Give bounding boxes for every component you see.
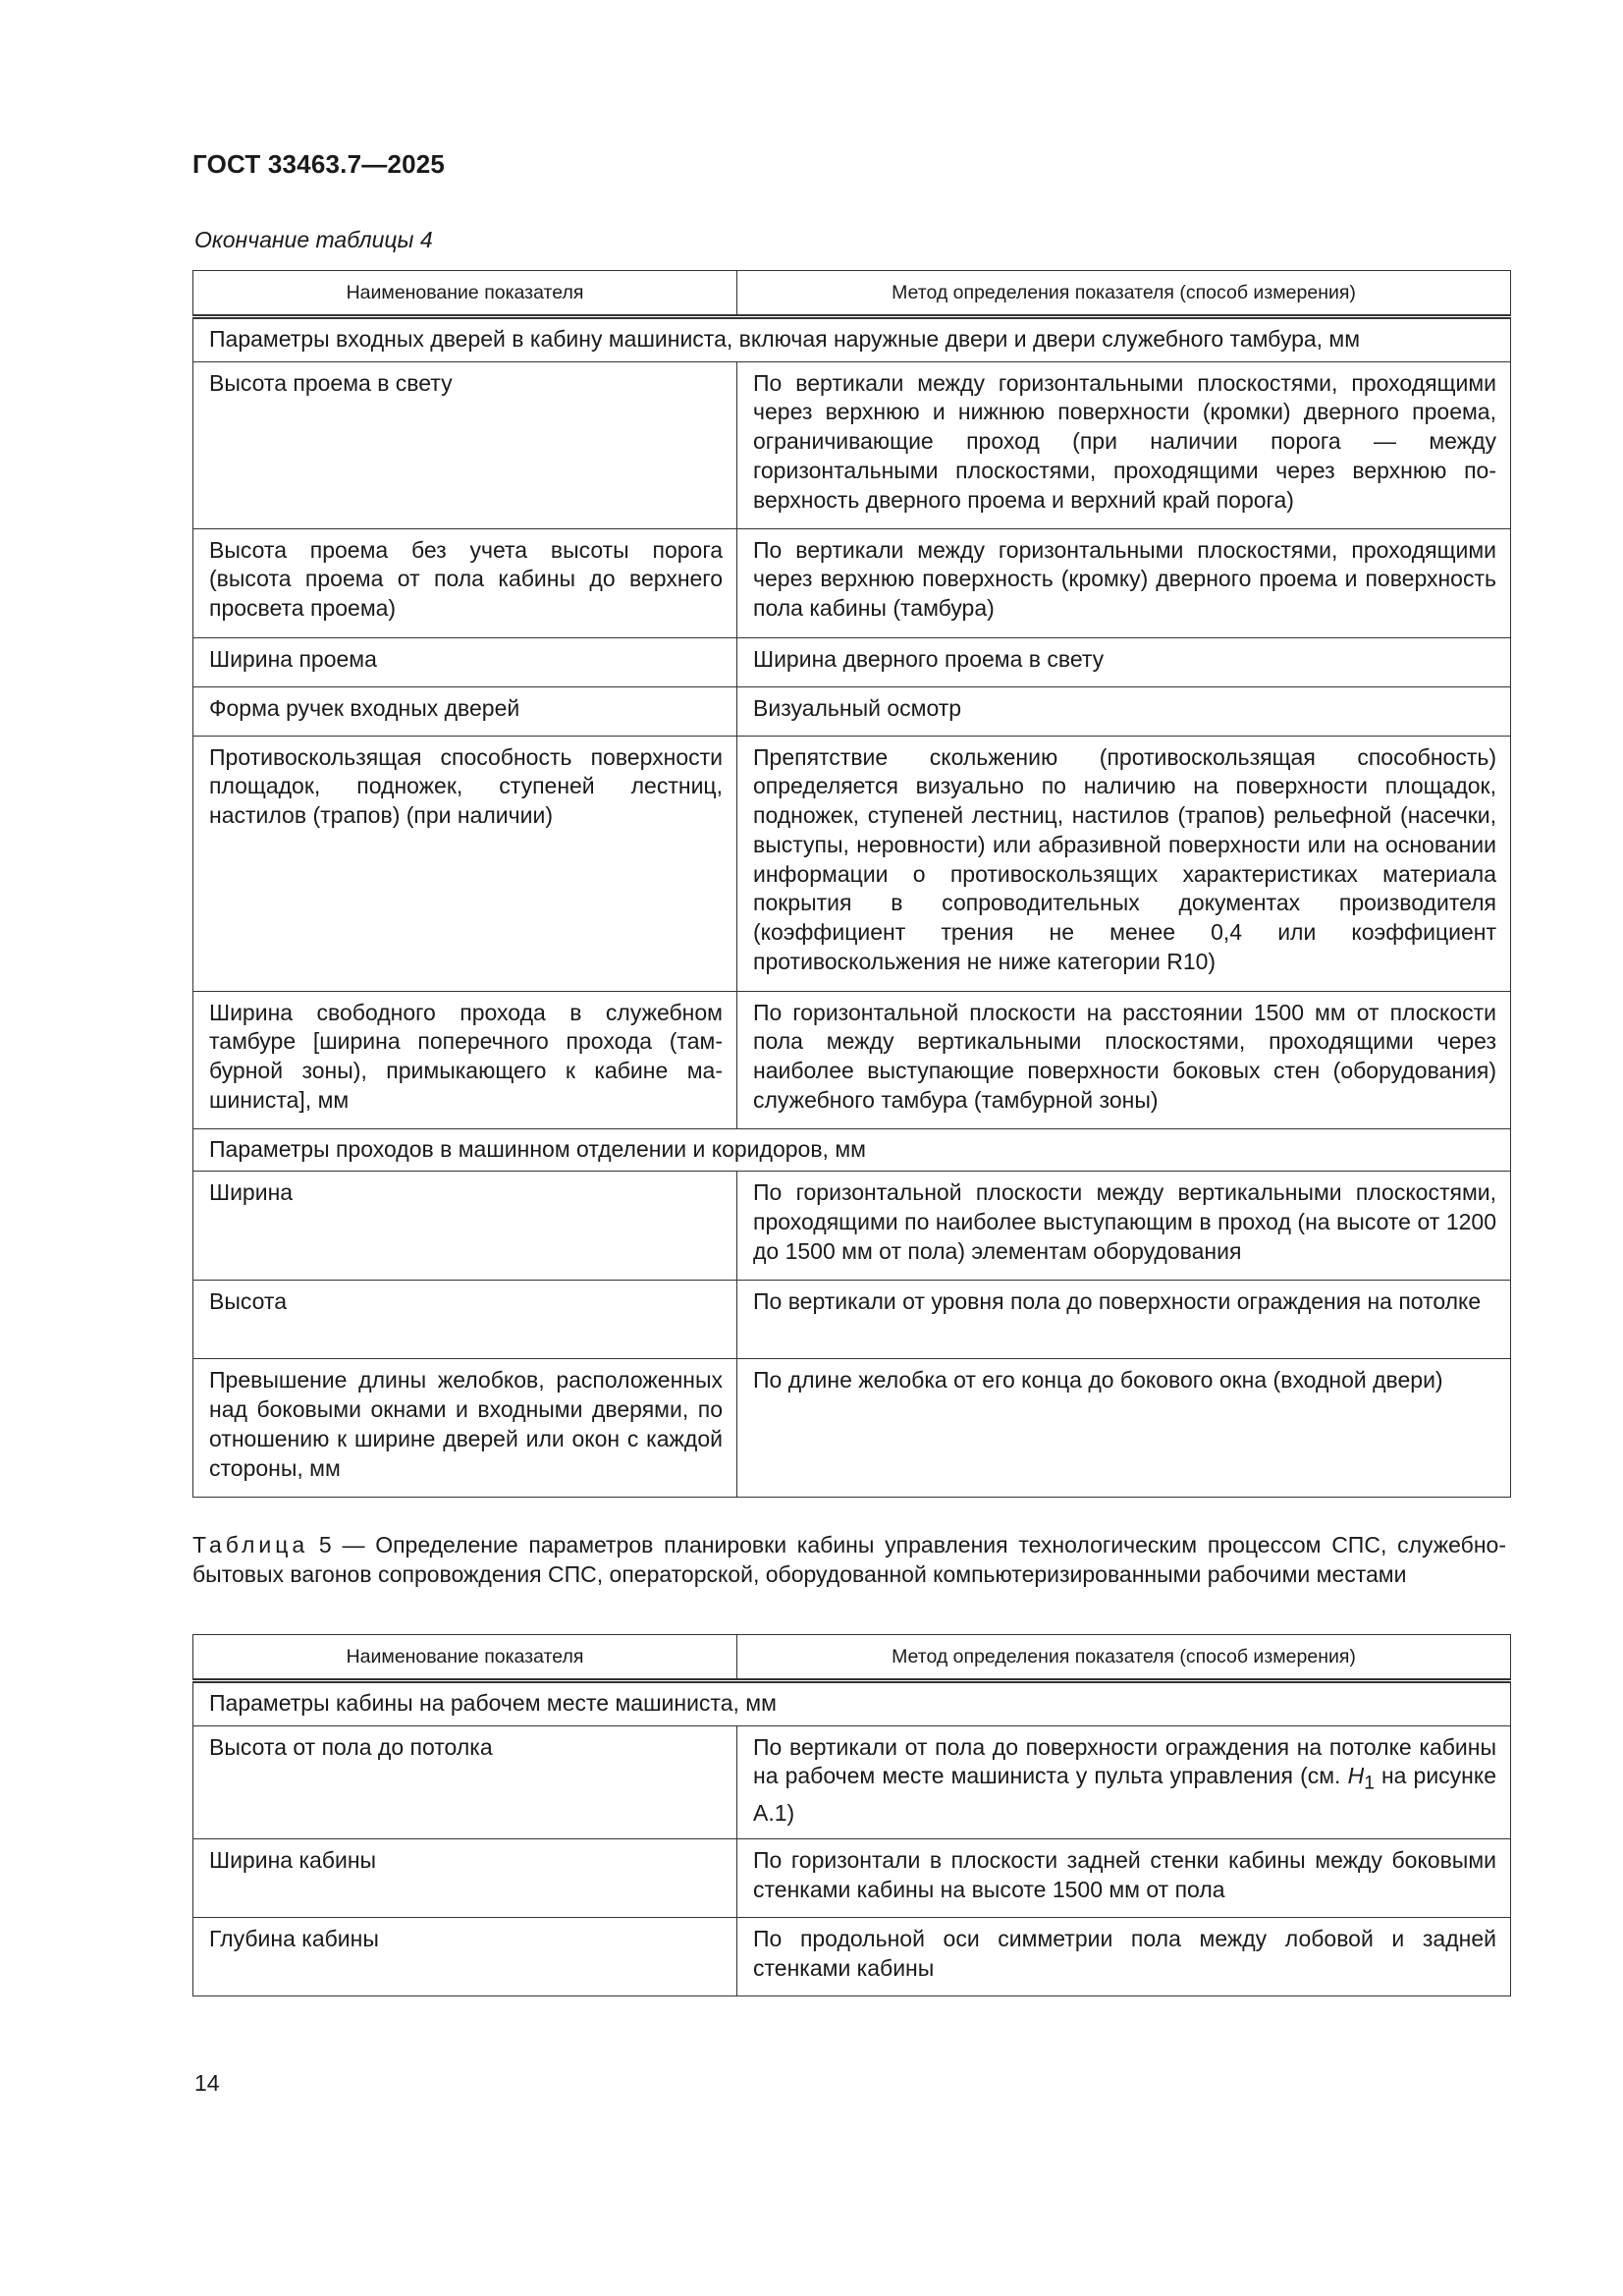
section-title-entry-doors: Параметры входных дверей в кабину машиниста, включая наружные двери и двери служебного тамбура, мм (193, 317, 1511, 362)
indicator-cell: Высота проема в свету (193, 361, 737, 528)
indicator-cell: Противоскользящая способность поверхности площадок, подножек, ступеней лестниц, настилов (трапов) (при наличии) (193, 736, 737, 991)
indicator-cell: Высота проема без учета высоты порога (высота проема от пола кабины до верхнего просвета проема) (193, 528, 737, 637)
method-cell: Ширина дверного проема в свету (737, 637, 1511, 686)
symbol-h: H (1347, 1763, 1365, 1789)
table-header-row (193, 271, 1511, 317)
table-row (193, 1172, 1511, 1281)
method-cell: По длине желобка от его конца до бокового окна (входной двери) (737, 1359, 1511, 1498)
table-row (193, 686, 1511, 736)
method-cell: По горизонтальной плоскости между вертикальными плоскостями, проходящими по наиболее выступающим в проход (на высоте от 1200 до 1500 мм от пола) элементам оборудования (737, 1172, 1511, 1281)
column-header-method: Метод определения показателя (способ измерения) (737, 271, 1511, 317)
table-row (193, 1281, 1511, 1359)
indicator-cell: Ширина свободного прохода в служебном тамбуре [ширина поперечного прохода (тамбурной зоны), примыкающего к кабине машиниста], мм (193, 991, 737, 1128)
page-number: 14 (194, 2070, 220, 2096)
table-5 (192, 1634, 1511, 1996)
indicator-cell: Высота от пола до потолка (193, 1725, 737, 1839)
indicator-cell: Высота (193, 1281, 737, 1359)
document-code: ГОСТ 33463.7—2025 (192, 149, 446, 179)
method-cell (737, 1725, 1511, 1839)
section-title-passages: Параметры проходов в машинном отделении и коридоров, мм (193, 1128, 1511, 1172)
method-cell: Визуальный осмотр (737, 686, 1511, 736)
method-cell: По продольной оси симметрии пола между лобовой и задней стенками кабины (737, 1918, 1511, 1996)
method-cell: Препятствие скольжению (противоскользящая способность) определяется визуально по наличию на поверхности площадок, подножек, ступеней лестниц, настилов (трапов) рельефной (насечки, выступы, неровности) или абразивной поверхности или на основании информации о противоскользящих характеристиках материала покрытия в сопроводительных документах производителя (коэффициент трения не менее 0,4 или коэффициент противоскольжения не ниже категории R10) (737, 736, 1511, 991)
table-5-caption-label: Таблица (192, 1532, 309, 1558)
table-row (193, 1359, 1511, 1498)
indicator-cell: Форма ручек входных дверей (193, 686, 737, 736)
indicator-cell: Ширина кабины (193, 1839, 737, 1918)
table-5-caption-text: 5 — Определение параметров планировки кабины управления технологическим процессом СПС, служебно-бытовых вагонов сопровождения СПС, операторской, оборудованной компьютеризированными рабочими местами (192, 1532, 1506, 1587)
table-4-continuation-label: Окончание таблицы 4 (194, 227, 433, 252)
method-cell: По вертикали от уровня пола до поверхности ограждения на потолке (737, 1281, 1511, 1359)
table-row (193, 1725, 1511, 1839)
table-row (193, 361, 1511, 528)
table-row (193, 736, 1511, 991)
column-header-method: Метод определения показателя (способ измерения) (737, 1635, 1511, 1681)
section-row (193, 1128, 1511, 1172)
indicator-cell: Ширина (193, 1172, 737, 1281)
method-text-tail: на рисунке А.1) (753, 1763, 1497, 1826)
section-row (193, 317, 1511, 362)
method-cell: По горизонтальной плоскости на расстоянии 1500 мм от плоскости пола между вертикальными плоскостями, проходящими через наиболее выступающие поверхности боковых стен (оборудования) служебного тамбура (тамбурной зоны) (737, 991, 1511, 1128)
table-row (193, 991, 1511, 1128)
symbol-h-subscript: 1 (1364, 1774, 1375, 1794)
table-row (193, 1839, 1511, 1918)
table-4 (192, 270, 1511, 1498)
indicator-cell: Глубина кабины (193, 1918, 737, 1996)
table-row (193, 528, 1511, 637)
indicator-cell: Превышение длины желобков, расположенных над боковыми окнами и входными дверями, по отношению к ширине дверей или окон с каждой стороны, мм (193, 1359, 737, 1498)
section-title-cabin: Параметры кабины на рабочем месте машиниста, мм (193, 1681, 1511, 1726)
column-header-indicator: Наименование показателя (193, 271, 737, 317)
table-5-caption (192, 1530, 1506, 1589)
method-text: По вертикали от пола до поверхности ограждения на потолке кабины на рабочем месте машиниста у пульта управления (см. (753, 1733, 1496, 1789)
table-row (193, 1918, 1511, 1996)
method-cell: По вертикали между горизонтальными плоскостями, проходящими через верхнюю и нижнюю поверхности (кромки) дверного проема, ограничивающие проход (при наличии порога — между горизонтальными плоскостями, проходящими через верхнюю поверхность дверного проема и верхний край порога) (737, 361, 1511, 528)
table-header-row (193, 1635, 1511, 1681)
column-header-indicator: Наименование показателя (193, 1635, 737, 1681)
method-cell: По вертикали между горизонтальными плоскостями, проходящими через верхнюю поверхность (кромку) дверного проема и поверхность пола кабины (тамбура) (737, 528, 1511, 637)
method-cell: По горизонтали в плоскости задней стенки кабины между боковыми стенками кабины на высоте 1500 мм от пола (737, 1839, 1511, 1918)
table-row (193, 637, 1511, 686)
section-row (193, 1681, 1511, 1726)
indicator-cell: Ширина проема (193, 637, 737, 686)
